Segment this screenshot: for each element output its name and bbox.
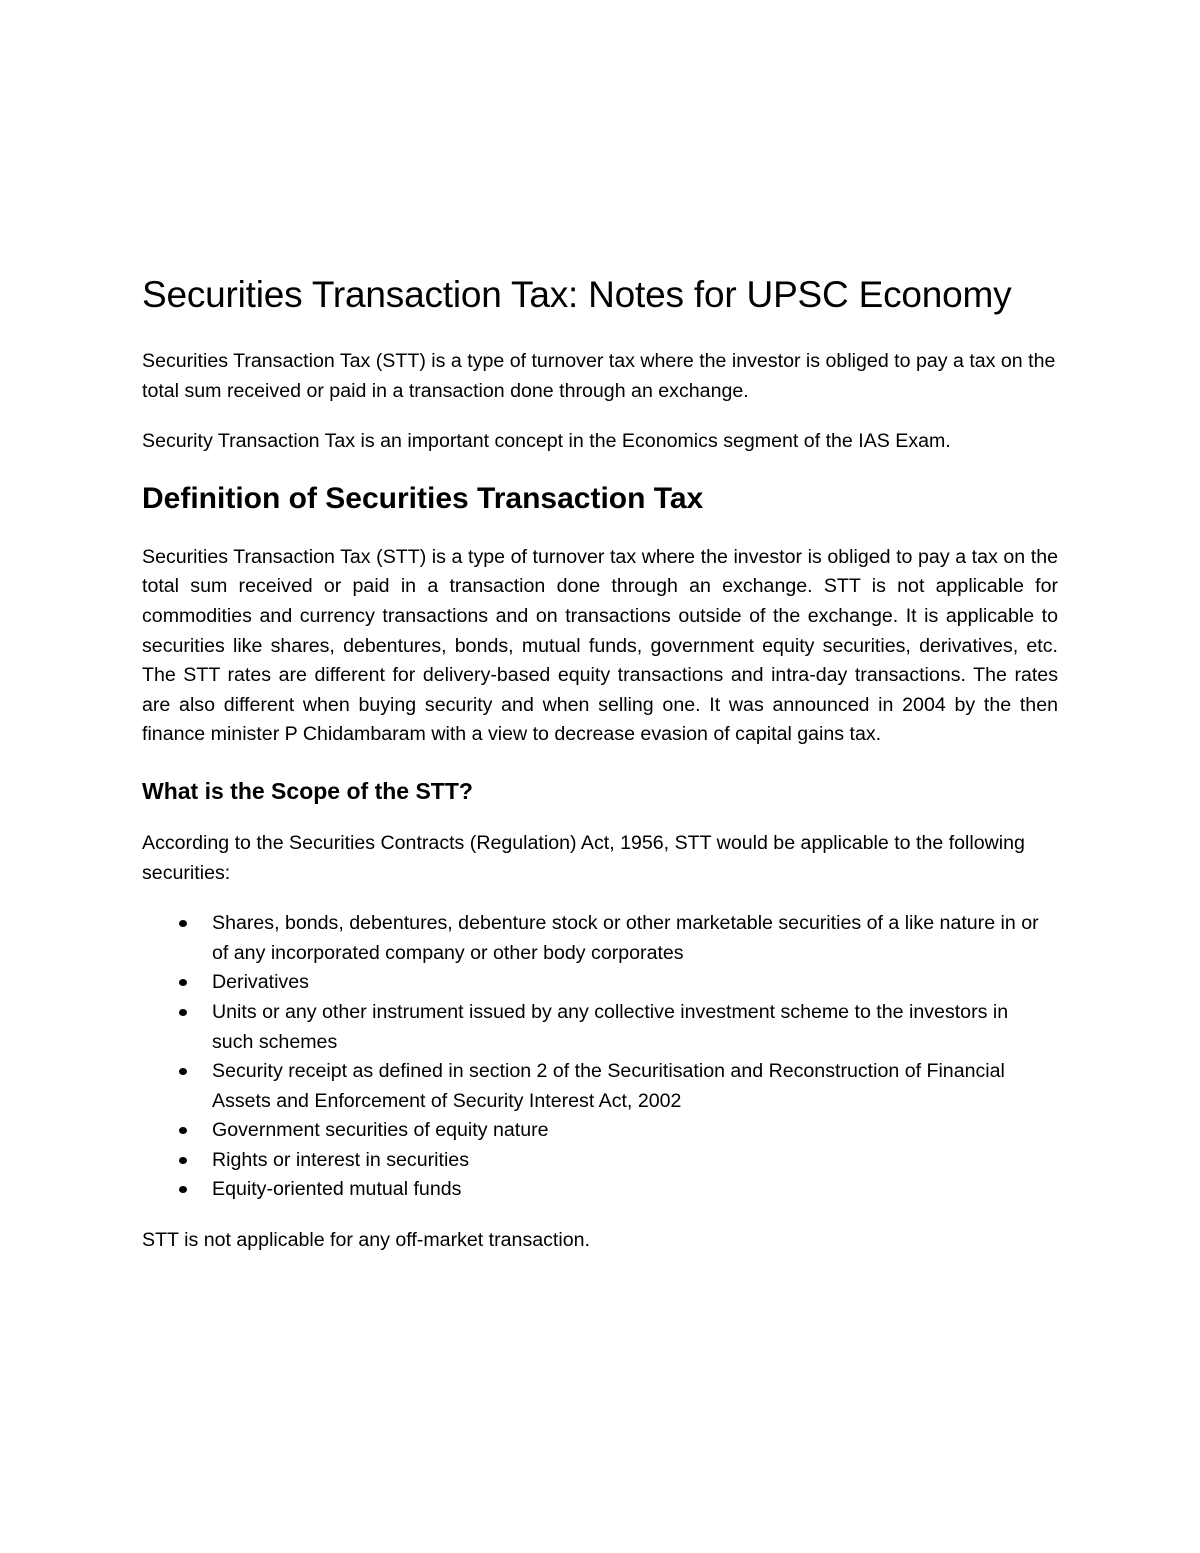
list-item-text: Government securities of equity nature [212,1119,549,1142]
list-item [142,998,1042,1057]
page-title: Securities Transaction Tax: Notes for UPSC Economy [142,274,1012,315]
list-item [142,909,1042,968]
list-item-text: Shares, bonds, debentures, debenture stock or other marketable securities of a like nature in or of any incorporated company or other body corporates [212,912,1039,964]
list-item [142,968,1042,998]
bullet-icon [179,979,187,986]
list-item [142,1146,1042,1176]
definition-heading: Definition of Securities Transaction Tax [142,481,704,515]
list-item-text: Derivatives [212,971,309,994]
securities-list [142,909,1058,1205]
list-item [142,1175,1042,1205]
bullet-icon [179,1009,187,1016]
bullet-icon [179,1127,187,1134]
bullet-icon [179,1186,187,1193]
scope-intro-paragraph: According to the Securities Contracts (Regulation) Act, 1956, STT would be applicable to the following securities: [142,831,1025,884]
list-item-text: Rights or interest in securities [212,1148,469,1171]
scope-heading: What is the Scope of the STT? [142,777,473,804]
list-item [142,1057,1042,1116]
intro-paragraph: Securities Transaction Tax (STT) is a type of turnover tax where the investor is obliged to pay a tax on the total sum received or paid in a transaction done through an exchange. [142,350,1056,402]
list-item-text: Security receipt as defined in section 2 of the Securitisation and Reconstruction of Financial Assets and Enforcement of Security Interest Act, 2002 [212,1060,1005,1112]
list-item [142,1116,1042,1146]
document-page [142,268,1058,1256]
list-item-text: Equity-oriented mutual funds [212,1178,462,1201]
list-item-text: Units or any other instrument issued by any collective investment scheme to the investors in such schemes [212,1000,1009,1053]
intro-paragraph: Security Transaction Tax is an important concept in the Economics segment of the IAS Exam. [142,430,951,453]
definition-paragraph: Securities Transaction Tax (STT) is a type of turnover tax where the investor is obliged to pay a tax on the total sum received or paid in a transaction done through an exchange. STT is not applicable for commodities and currency transactions and on transactions outside of the exchange. It is applicable to securities like shares, debentures, bonds, mutual funds, government equity securities, derivatives, etc. The STT rates are different for delivery-based equity transactions and intra-day transactions. The rates are also different when buying security and when selling one. It was announced in 2004 by the then finance minister P Chidambaram with a view to decrease evasion of capital gains tax. [142,545,1058,746]
bullet-icon [179,920,187,927]
bullet-icon [179,1068,187,1075]
closing-paragraph: STT is not applicable for any off-market transaction. [142,1229,590,1252]
bullet-icon [179,1157,187,1164]
